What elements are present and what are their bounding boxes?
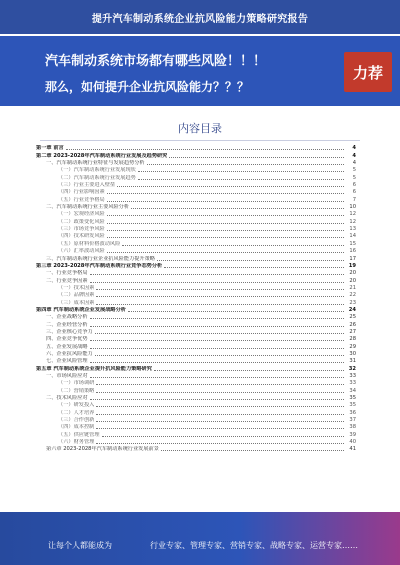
toc-entry-label: 第三章 2023-2028年汽车制动系统行业竞争态势分析 — [36, 262, 163, 269]
toc-entry[interactable] — [36, 225, 356, 232]
toc-leader-dots — [90, 360, 344, 363]
toc-entry-label: 一、企业战略分析 — [46, 314, 88, 321]
toc-entry[interactable] — [36, 328, 356, 335]
toc-entry[interactable] — [36, 298, 356, 305]
toc-entry-page: 35 — [349, 402, 356, 409]
footer-roles: 行业专家、管理专家、营销专家、战略专家、运营专家…… — [150, 541, 358, 550]
toc-entry-page: 5 — [352, 167, 356, 174]
toc-leader-dots — [138, 169, 344, 172]
toc-entry-page: 13 — [349, 226, 356, 233]
seal-text: 力荐 — [352, 63, 383, 82]
toc-entry[interactable] — [36, 159, 356, 166]
toc-entry-label: 二、技术风险应对 — [46, 395, 88, 402]
toc-leader-dots — [157, 258, 344, 261]
toc-leader-dots — [96, 382, 344, 385]
toc-entry-label: 七、企业风险管理 — [46, 358, 88, 365]
toc-entry[interactable] — [36, 188, 356, 195]
toc-entry[interactable] — [36, 232, 356, 239]
toc-entry[interactable] — [36, 217, 356, 224]
toc-entry-page: 32 — [348, 365, 356, 372]
toc-leader-dots — [161, 448, 344, 451]
toc-entry[interactable] — [36, 386, 356, 393]
report-header-title: 提升汽车制动系统企业抗风险能力策略研究报告 — [91, 13, 309, 25]
toc-entry-page: 5 — [352, 174, 356, 181]
toc-entry-label: （一）宏观经济风险 — [58, 211, 105, 218]
toc-entry-label: 第六章 2023-2028年汽车制动系统行业发展前景 — [46, 446, 159, 453]
toc-entry[interactable] — [36, 254, 356, 261]
toc-entry[interactable] — [36, 379, 356, 386]
toc-leader-dots — [96, 404, 344, 407]
toc-entry-page: 12 — [349, 211, 356, 218]
toc-leader-dots — [107, 250, 344, 253]
toc-entry-label: （二）营销策略 — [58, 387, 95, 394]
toc-entry-label: 五、企业发展战略 — [46, 343, 88, 350]
toc-leader-dots — [107, 199, 344, 202]
toc-entry-page: 28 — [349, 336, 356, 343]
toc-entry-page: 20 — [349, 277, 356, 284]
toc-leader-dots — [138, 177, 344, 180]
toc-entry-page: 7 — [352, 196, 356, 203]
toc-entry-label: 一、市场风险应对 — [46, 373, 88, 379]
toc-entry-page: 36 — [349, 409, 356, 416]
toc-leader-dots — [90, 280, 344, 283]
toc-entry-label: 第一章 前言 — [36, 145, 64, 152]
toc-entry[interactable] — [36, 438, 356, 445]
toc-entry-page: 41 — [349, 446, 356, 453]
toc-leader-dots — [107, 221, 344, 224]
footer-bar — [0, 512, 400, 565]
toc-entry-page: 23 — [349, 299, 356, 306]
toc-entry-label: （二）政策变化风险 — [58, 218, 105, 225]
toc-leader-dots — [90, 397, 344, 400]
toc-leader-dots — [90, 324, 344, 327]
toc-entry[interactable] — [36, 239, 356, 246]
toc-entry-label: 二、行业竞争因素 — [46, 277, 88, 284]
toc-leader-dots — [102, 434, 344, 437]
toc-entry-label: （六）汇率波动风险 — [58, 248, 105, 255]
toc-entry-label: 三、企业核心竞争力 — [46, 328, 93, 335]
toc-leader-dots — [90, 272, 344, 275]
toc-entry[interactable] — [36, 173, 356, 180]
toc-entry[interactable] — [36, 166, 356, 173]
toc-divider — [40, 140, 360, 141]
toc-entry-page: 4 — [352, 152, 356, 159]
toc-entry-page: 10 — [349, 204, 356, 211]
toc-entry-page: 33 — [349, 373, 356, 379]
toc-entry-page: 24 — [348, 306, 356, 313]
toc-entry-page: 33 — [349, 380, 356, 387]
banner-subheadline: 那么，如何提升企业抗风险能力？？？ — [45, 80, 250, 94]
toc-entry[interactable] — [36, 313, 356, 320]
toc-leader-dots — [147, 162, 344, 165]
toc-leader-dots — [154, 368, 344, 371]
toc-entry-page: 26 — [349, 321, 356, 328]
toc-entry-label: （一）研发投入 — [58, 402, 95, 409]
report-header-bar — [0, 0, 400, 34]
toc-entry-page: 38 — [349, 424, 356, 431]
toc-entry[interactable] — [36, 416, 356, 423]
toc-entry-label: （三）成本因素 — [58, 299, 95, 306]
toc-entry[interactable] — [36, 306, 356, 313]
toc-entry-page: 6 — [352, 182, 356, 189]
toc-entry-label: （三）行业主要进入壁垒 — [58, 182, 116, 189]
toc-leader-dots — [96, 287, 344, 290]
toc-entry-label: （四）行业影响因素 — [58, 189, 105, 196]
toc-entry-label: 第五章 汽车制动系统企业提升抗风险能力策略研究 — [36, 365, 152, 372]
toc-entry-label: （五）行业竞争格局 — [58, 196, 105, 203]
toc-entry[interactable] — [36, 276, 356, 283]
toc-entry-label: （三）合作创新 — [58, 417, 95, 424]
toc-entry-label: 四、企业竞争优势 — [46, 336, 88, 343]
table-of-contents — [36, 144, 356, 502]
toc-entry-page: 29 — [349, 343, 356, 350]
toc-leader-dots — [96, 294, 344, 297]
toc-leader-dots — [122, 243, 344, 246]
toc-leader-dots — [107, 228, 344, 231]
toc-leader-dots — [95, 331, 344, 334]
toc-entry-page: 39 — [349, 431, 356, 438]
toc-entry[interactable] — [36, 430, 356, 437]
toc-entry-label: 一、行业竞争格局 — [46, 270, 88, 277]
toc-leader-dots — [96, 412, 344, 415]
toc-entry[interactable] — [36, 357, 356, 364]
toc-leader-dots — [90, 346, 344, 349]
toc-entry[interactable] — [36, 350, 356, 357]
toc-entry-label: 第二章 2023-2028年汽车制动系统行业发展及趋势研究 — [36, 152, 168, 159]
toc-leader-dots — [96, 419, 344, 422]
footer-slogan: 让每个人都能成为 — [48, 541, 112, 550]
toc-entry[interactable] — [36, 320, 356, 327]
toc-entry-label: （四）成本控制 — [58, 424, 95, 431]
toc-entry-page: 30 — [349, 350, 356, 357]
toc-entry-page: 40 — [349, 439, 356, 446]
toc-entry-label: （二）品牌因素 — [58, 292, 95, 299]
toc-entry-page: 16 — [349, 248, 356, 255]
toc-leader-dots — [95, 353, 344, 356]
toc-entry-label: （四）技术研发风险 — [58, 233, 105, 240]
toc-entry-page: 19 — [348, 262, 356, 269]
toc-entry-label: （二）人才培养 — [58, 409, 95, 416]
toc-entry-label: （五）供应链管理 — [58, 431, 100, 438]
toc-entry-label: （一）市场调研 — [58, 380, 95, 387]
toc-leader-dots — [96, 426, 344, 429]
toc-entry-page: 14 — [349, 233, 356, 240]
recommend-seal — [344, 52, 392, 92]
toc-entry[interactable] — [36, 284, 356, 291]
toc-entry[interactable] — [36, 144, 356, 151]
toc-leader-dots — [96, 390, 344, 393]
toc-entry[interactable] — [36, 203, 356, 210]
toc-entry-page: 22 — [349, 292, 356, 299]
toc-leader-dots — [96, 441, 344, 444]
toc-entry-page: 27 — [349, 328, 356, 335]
toc-entry-label: （二）汽车制动系统行业发展趋势 — [58, 174, 136, 181]
promo-banner — [0, 36, 400, 106]
toc-entry-page: 6 — [352, 189, 356, 196]
toc-entry-label: 六、企业抗风险能力 — [46, 350, 93, 357]
toc-entry[interactable] — [36, 372, 356, 379]
toc-leader-dots — [107, 191, 344, 194]
toc-entry-label: （六）财务管理 — [58, 439, 95, 446]
toc-entry-label: （三）市场竞争风险 — [58, 226, 105, 233]
toc-entry[interactable] — [36, 247, 356, 254]
toc-entry-page: 25 — [349, 314, 356, 321]
toc-entry-label: （一）技术因素 — [58, 284, 95, 291]
toc-leader-dots — [169, 155, 344, 158]
toc-entry-page: 15 — [349, 240, 356, 247]
toc-entry[interactable] — [36, 291, 356, 298]
toc-entry-page: 31 — [349, 358, 356, 365]
toc-entry[interactable] — [36, 342, 356, 349]
toc-leader-dots — [90, 338, 344, 341]
toc-entry-page: 37 — [349, 417, 356, 424]
toc-leader-dots — [164, 265, 344, 268]
toc-entry[interactable] — [36, 269, 356, 276]
toc-leader-dots — [107, 235, 344, 238]
toc-entry[interactable] — [36, 364, 356, 371]
toc-entry[interactable] — [36, 195, 356, 202]
toc-leader-dots — [90, 316, 344, 319]
toc-entry-label: 二、企业经营分析 — [46, 321, 88, 328]
toc-leader-dots — [107, 213, 344, 216]
toc-entry-page: 4 — [352, 145, 356, 152]
toc-entry-page: 4 — [352, 160, 356, 167]
toc-entry-page: 34 — [349, 387, 356, 394]
toc-entry-page: 20 — [349, 270, 356, 277]
toc-entry[interactable] — [36, 408, 356, 415]
toc-leader-dots — [131, 206, 344, 209]
toc-entry-label: 第四章 汽车制动系统企业发展战略分析 — [36, 306, 126, 313]
toc-leader-dots — [96, 302, 344, 305]
banner-headline: 汽车制动系统市场都有哪些风险！！！ — [45, 54, 267, 69]
toc-entry[interactable] — [36, 423, 356, 430]
toc-entry[interactable] — [36, 394, 356, 401]
toc-entry-page: 35 — [349, 395, 356, 402]
toc-entry-page: 21 — [349, 284, 356, 291]
toc-entry-label: （五）原材料价格波动风险 — [58, 240, 121, 247]
toc-entry-page: 17 — [349, 255, 356, 262]
toc-entry[interactable] — [36, 445, 356, 452]
toc-entry[interactable] — [36, 151, 356, 158]
toc-leader-dots — [90, 375, 344, 378]
toc-entry-label: 二、汽车制动系统行业主要风险分析 — [46, 204, 130, 211]
toc-leader-dots — [66, 147, 344, 150]
toc-entry[interactable] — [36, 335, 356, 342]
toc-entry-label: 一、汽车制动系统行业特征与发展趋势分析 — [46, 160, 145, 167]
toc-entry[interactable] — [36, 181, 356, 188]
toc-entry[interactable] — [36, 262, 356, 269]
toc-entry-label: 三、汽车制动系统行业企业抗风险能力提升策略 — [46, 255, 155, 262]
toc-leader-dots — [117, 184, 344, 187]
toc-leader-dots — [128, 309, 344, 312]
toc-title: 内容目录 — [178, 122, 222, 135]
toc-entry[interactable] — [36, 210, 356, 217]
toc-entry-page: 12 — [349, 218, 356, 225]
toc-entry[interactable] — [36, 401, 356, 408]
toc-entry-label: （一）汽车制动系统行业发展现状 — [58, 167, 136, 174]
